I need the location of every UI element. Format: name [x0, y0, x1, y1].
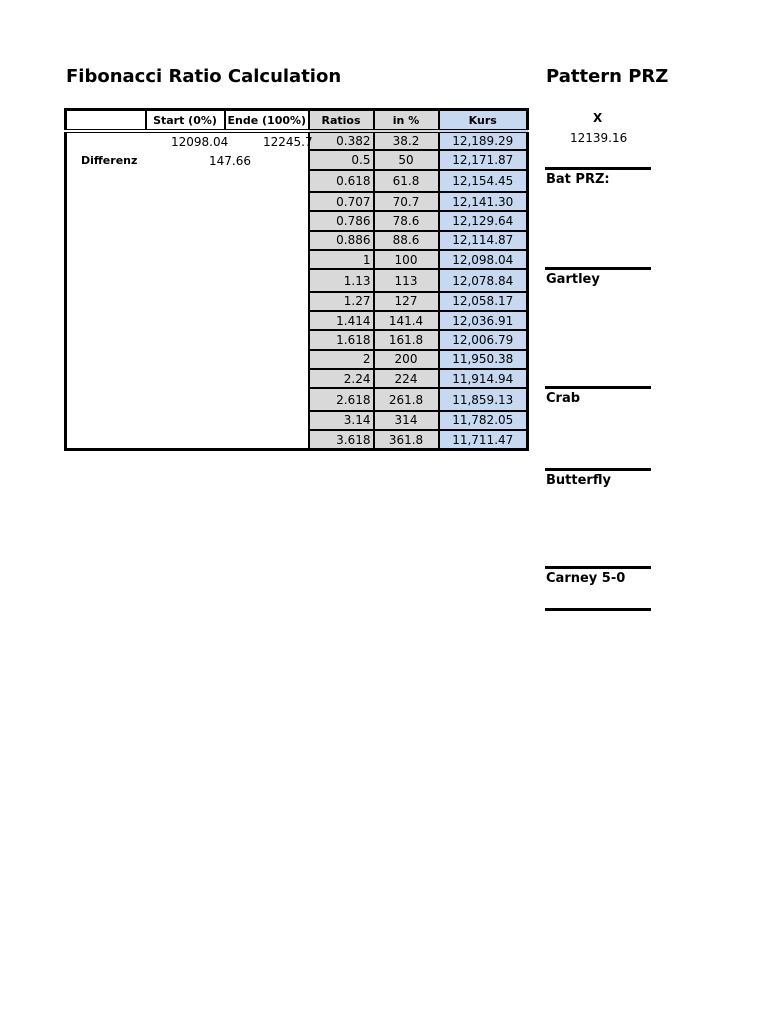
kurs-cell: 12,171.87 — [439, 150, 528, 169]
ratio-cell: 1.27 — [309, 292, 374, 311]
table-row — [66, 131, 528, 150]
ende-value: 12245.7 — [263, 135, 313, 149]
pattern-prz-title: Pattern PRZ — [546, 66, 669, 87]
pattern-divider — [545, 167, 651, 170]
ratio-cell: 1.13 — [309, 269, 374, 291]
pct-cell: 100 — [374, 250, 439, 269]
kurs-cell: 12,189.29 — [439, 131, 528, 150]
x-value: 12139.16 — [570, 131, 628, 145]
pct-cell: 50 — [374, 150, 439, 169]
pct-cell: 88.6 — [374, 231, 439, 250]
pct-cell: 200 — [374, 350, 439, 369]
pattern-divider — [545, 468, 651, 471]
header-start: Start (0%) — [146, 110, 225, 132]
pattern-label: Bat PRZ: — [546, 172, 610, 187]
pct-cell: 61.8 — [374, 170, 439, 192]
pattern-label: Butterfly — [546, 473, 611, 488]
header-pct: in % — [374, 110, 439, 132]
ratio-cell: 0.886 — [309, 231, 374, 250]
pct-cell: 113 — [374, 269, 439, 291]
pattern-label: Gartley — [546, 272, 600, 287]
ratio-cell: 3.618 — [309, 430, 374, 449]
kurs-cell: 12,006.79 — [439, 330, 528, 349]
fibonacci-table — [64, 108, 529, 451]
pct-cell: 141.4 — [374, 311, 439, 330]
start-value: 12098.04 — [171, 135, 229, 149]
pct-cell: 314 — [374, 411, 439, 430]
kurs-cell: 12,114.87 — [439, 231, 528, 250]
ratio-cell: 0.618 — [309, 170, 374, 192]
pct-cell: 361.8 — [374, 430, 439, 449]
header-ende: Ende (100%) — [225, 110, 309, 132]
kurs-cell: 12,078.84 — [439, 269, 528, 291]
pct-cell: 70.7 — [374, 192, 439, 211]
x-label: X — [593, 111, 603, 125]
pattern-label: Crab — [546, 391, 581, 406]
ratio-cell: 1.618 — [309, 330, 374, 349]
kurs-cell: 12,141.30 — [439, 192, 528, 211]
ratio-cell: 0.5 — [309, 150, 374, 169]
ratio-cell: 0.707 — [309, 192, 374, 211]
ratio-cell: 0.786 — [309, 211, 374, 230]
pct-cell: 224 — [374, 369, 439, 388]
header-row — [66, 110, 528, 132]
page-title: Fibonacci Ratio Calculation — [66, 66, 342, 87]
kurs-cell: 11,914.94 — [439, 369, 528, 388]
kurs-cell: 11,859.13 — [439, 388, 528, 410]
kurs-cell: 12,129.64 — [439, 211, 528, 230]
ratio-cell: 2.24 — [309, 369, 374, 388]
differenz-value: 147.66 — [209, 154, 251, 168]
pct-cell: 161.8 — [374, 330, 439, 349]
ratio-cell: 2.618 — [309, 388, 374, 410]
kurs-cell: 12,058.17 — [439, 292, 528, 311]
pattern-divider — [545, 386, 651, 389]
kurs-cell: 11,711.47 — [439, 430, 528, 449]
ratio-cell: 2 — [309, 350, 374, 369]
pattern-label: Carney 5-0 — [546, 571, 626, 586]
pct-cell: 261.8 — [374, 388, 439, 410]
header-ratios: Ratios — [309, 110, 374, 132]
kurs-cell: 12,098.04 — [439, 250, 528, 269]
ratio-cell: 1.414 — [309, 311, 374, 330]
ratio-cell: 1 — [309, 250, 374, 269]
pct-cell: 127 — [374, 292, 439, 311]
kurs-cell: 12,154.45 — [439, 170, 528, 192]
header-blank — [66, 110, 146, 132]
differenz-label: Differenz — [81, 154, 138, 167]
pattern-divider — [545, 566, 651, 569]
kurs-cell: 11,782.05 — [439, 411, 528, 430]
ratio-cell: 0.382 — [309, 131, 374, 150]
pct-cell: 78.6 — [374, 211, 439, 230]
ratio-cell: 3.14 — [309, 411, 374, 430]
start-end-area — [66, 131, 313, 450]
kurs-cell: 12,036.91 — [439, 311, 528, 330]
pct-cell: 38.2 — [374, 131, 439, 150]
kurs-cell: 11,950.38 — [439, 350, 528, 369]
header-kurs: Kurs — [439, 110, 528, 132]
pattern-divider — [545, 267, 651, 270]
pattern-divider — [545, 608, 651, 611]
